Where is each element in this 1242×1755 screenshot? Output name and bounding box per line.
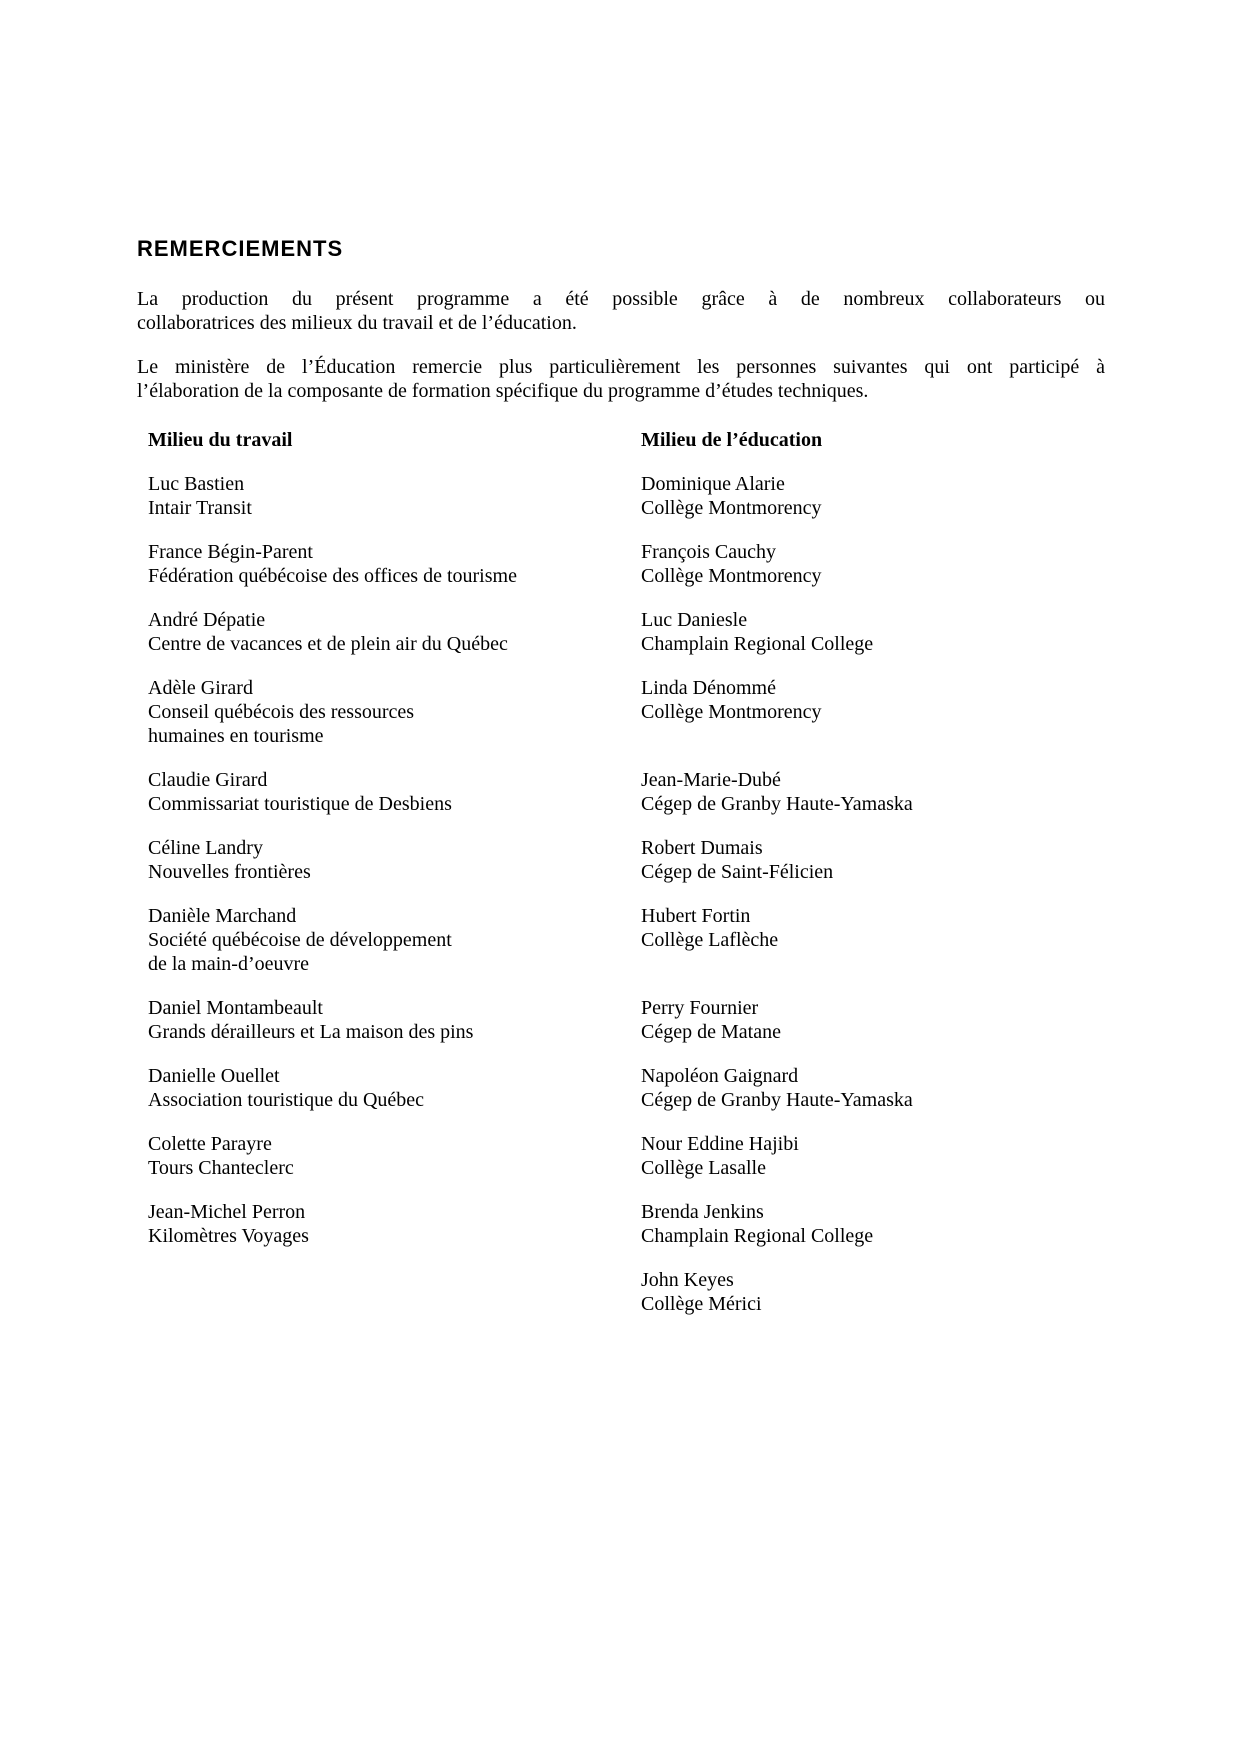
contributor-entry	[148, 1132, 641, 1180]
contributor-entry	[148, 904, 641, 976]
contributor-row	[148, 472, 1105, 520]
contributor-entry	[148, 1268, 641, 1316]
contributors-list	[148, 472, 1105, 1316]
paragraph-line: collaboratrices des milieux du travail et de l’éducation.	[137, 312, 577, 334]
contributor-name: Robert Dumais	[641, 837, 763, 859]
contributor-row	[148, 1200, 1105, 1248]
contributor-org: Champlain Regional College	[641, 633, 874, 655]
contributor-org: humaines en tourisme	[148, 725, 324, 747]
contributor-name: France Bégin-Parent	[148, 541, 313, 563]
contributor-entry	[641, 1132, 1105, 1180]
contributor-name: Nour Eddine Hajibi	[641, 1133, 799, 1155]
contributor-entry	[148, 1064, 641, 1112]
column-headers	[148, 428, 1105, 452]
contributor-name: Brenda Jenkins	[641, 1201, 764, 1223]
contributor-org: Collège Montmorency	[641, 497, 822, 519]
contributor-name: John Keyes	[641, 1269, 734, 1291]
contributor-row	[148, 676, 1105, 748]
contributor-org: Cégep de Granby Haute-Yamaska	[641, 1089, 913, 1111]
contributor-entry	[148, 540, 641, 588]
contributor-name: Danielle Ouellet	[148, 1065, 280, 1087]
contributor-entry	[641, 768, 1105, 816]
contributor-entry	[148, 676, 641, 748]
contributor-row	[148, 1132, 1105, 1180]
contributor-name: Jean-Michel Perron	[148, 1201, 306, 1223]
contributor-org: Commissariat touristique de Desbiens	[148, 793, 452, 815]
contributor-org: Cégep de Matane	[641, 1021, 781, 1043]
paragraph-line: Le ministère de l’Éducation remercie plus particulièrement les personnes suivantes qui ont participé à	[137, 356, 1105, 378]
contributor-org: Collège Lasalle	[641, 1157, 766, 1179]
contributor-name: Claudie Girard	[148, 769, 268, 791]
contributor-name: François Cauchy	[641, 541, 776, 563]
contributor-org: Collège Montmorency	[641, 701, 822, 723]
contributor-entry	[641, 836, 1105, 884]
column-header-education: Milieu de l’éducation	[641, 429, 823, 451]
intro-paragraph-2	[137, 355, 1105, 403]
contributor-org: Association touristique du Québec	[148, 1089, 425, 1111]
contributor-org: Conseil québécois des ressources	[148, 701, 415, 723]
contributor-name: Dominique Alarie	[641, 473, 785, 495]
contributor-name: Napoléon Gaignard	[641, 1065, 799, 1087]
contributor-org: Tours Chanteclerc	[148, 1157, 294, 1179]
contributor-org: Kilomètres Voyages	[148, 1225, 309, 1247]
contributor-name: Perry Fournier	[641, 997, 759, 1019]
contributor-org: Intair Transit	[148, 497, 252, 519]
contributor-entry	[641, 676, 1105, 748]
contributor-org: Cégep de Saint-Félicien	[641, 861, 834, 883]
contributor-row	[148, 996, 1105, 1044]
contributor-row	[148, 904, 1105, 976]
contributor-entry	[641, 472, 1105, 520]
contributor-name: Danièle Marchand	[148, 905, 297, 927]
contributor-name: André Dépatie	[148, 609, 266, 631]
column-header-work: Milieu du travail	[148, 429, 293, 451]
paragraph-line: l’élaboration de la composante de formation spécifique du programme d’études techniques.	[137, 380, 869, 402]
contributor-org: Champlain Regional College	[641, 1225, 874, 1247]
contributor-org: Cégep de Granby Haute-Yamaska	[641, 793, 913, 815]
contributor-org: Nouvelles frontières	[148, 861, 311, 883]
contributor-entry	[148, 768, 641, 816]
contributor-name: Colette Parayre	[148, 1133, 272, 1155]
contributor-row	[148, 836, 1105, 884]
contributor-entry	[641, 1200, 1105, 1248]
contributor-row	[148, 540, 1105, 588]
contributor-name: Daniel Montambeault	[148, 997, 323, 1019]
contributor-entry	[148, 1200, 641, 1248]
contributor-entry	[641, 1268, 1105, 1316]
contributor-entry	[641, 608, 1105, 656]
contributor-entry	[641, 1064, 1105, 1112]
contributor-entry	[148, 996, 641, 1044]
contributor-row	[148, 1064, 1105, 1112]
contributor-org: de la main-d’oeuvre	[148, 953, 310, 975]
contributor-org: Collège Mérici	[641, 1293, 762, 1315]
contributor-entry	[641, 904, 1105, 976]
contributor-org: Grands dérailleurs et La maison des pins	[148, 1021, 474, 1043]
contributor-entry	[148, 608, 641, 656]
contributor-name: Hubert Fortin	[641, 905, 751, 927]
paragraph-line: La production du présent programme a été possible grâce à de nombreux collaborateurs ou	[137, 288, 1105, 310]
contributor-row	[148, 608, 1105, 656]
contributor-org: Centre de vacances et de plein air du Québec	[148, 633, 508, 655]
contributor-row	[148, 1268, 1105, 1316]
contributor-name: Luc Daniesle	[641, 609, 748, 631]
contributor-org: Collège Montmorency	[641, 565, 822, 587]
contributor-entry	[641, 540, 1105, 588]
contributor-entry	[148, 836, 641, 884]
contributor-row	[148, 768, 1105, 816]
contributor-name: Adèle Girard	[148, 677, 253, 699]
contributor-name: Linda Dénommé	[641, 677, 776, 699]
contributor-name: Jean-Marie-Dubé	[641, 769, 781, 791]
contributor-org: Fédération québécoise des offices de tourisme	[148, 565, 517, 587]
contributor-name: Luc Bastien	[148, 473, 245, 495]
page-title: REMERCIEMENTS	[137, 236, 344, 261]
contributors-section	[148, 428, 1105, 1316]
contributor-org: Collège Laflèche	[641, 929, 779, 951]
contributor-entry	[641, 996, 1105, 1044]
contributor-org: Société québécoise de développement	[148, 929, 452, 951]
contributor-entry	[148, 472, 641, 520]
contributor-name: Céline Landry	[148, 837, 263, 859]
intro-paragraph-1	[137, 287, 1105, 335]
